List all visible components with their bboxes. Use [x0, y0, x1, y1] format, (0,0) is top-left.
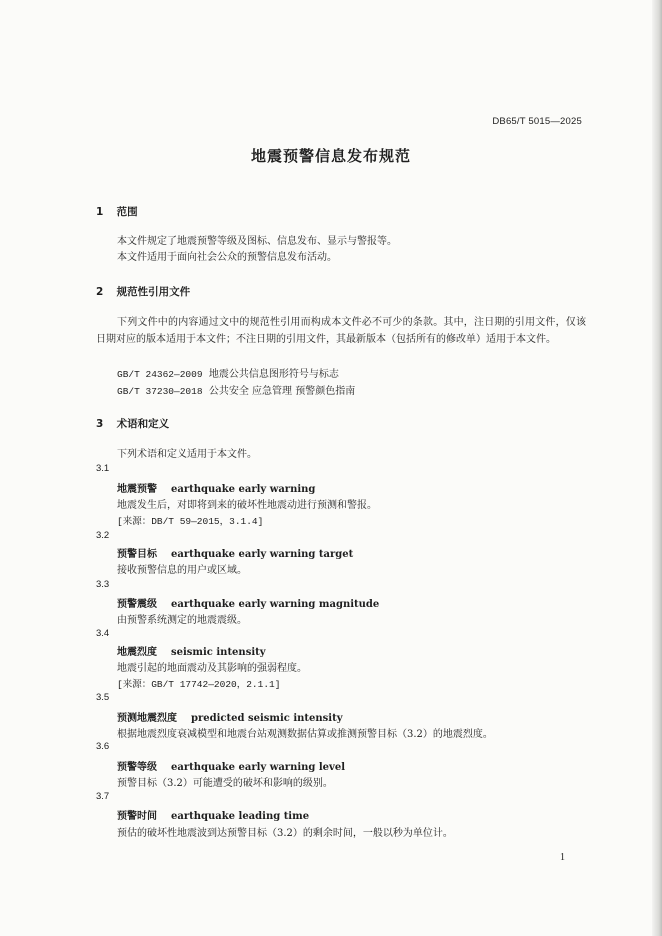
page-title: 地震预警信息发布规范	[250, 147, 411, 165]
term-zh: 地震烈度	[117, 647, 157, 658]
reference-code: GB/T 37230—2018	[117, 386, 203, 397]
section-3-heading	[96, 416, 169, 431]
term-heading	[117, 643, 266, 658]
term-number: 3.7	[96, 791, 110, 802]
section-title: 术语和定义	[116, 418, 170, 430]
term-heading	[117, 480, 315, 495]
term-definition: 预警目标（3.2）可能遭受的破坏和影响的级别。	[117, 778, 333, 789]
term-source: [来源：GB/T 17742—2020，2.1.1]	[117, 679, 281, 690]
term-definition: 由预警系统测定的地震震级。	[117, 615, 247, 626]
term-heading	[117, 709, 343, 724]
term-number: 3.4	[96, 628, 110, 639]
term-en: predicted seismic intensity	[191, 713, 343, 724]
term-en: seismic intensity	[171, 647, 266, 658]
term-heading	[117, 545, 353, 560]
section-1-heading	[96, 204, 138, 219]
paper-edge-shadow	[652, 0, 662, 936]
term-definition: 地震引起的地面震动及其影响的强弱程度。	[117, 663, 307, 674]
section-2-heading	[96, 284, 190, 299]
document-number: DB65/T 5015—2025	[492, 116, 582, 127]
scope-paragraph-2: 本文件适用于面向社会公众的预警信息发布活动。	[117, 252, 337, 263]
term-number: 3.2	[96, 530, 110, 541]
section-title: 范围	[116, 206, 138, 218]
term-en: earthquake early warning magnitude	[171, 599, 380, 610]
term-zh: 预警时间	[117, 811, 157, 822]
reference-code: GB/T 24362—2009	[117, 369, 203, 380]
term-zh: 地震预警	[117, 484, 157, 495]
term-definition: 地震发生后，对即将到来的破坏性地震动进行预测和警报。	[117, 500, 377, 511]
term-definition: 接收预警信息的用户或区域。	[117, 565, 247, 576]
term-heading	[117, 595, 379, 610]
term-number: 3.6	[96, 741, 110, 752]
term-definition: 根据地震烈度衰减模型和地震台站观测数据估算或推测预警目标（3.2）的地震烈度。	[117, 729, 493, 740]
term-source: [来源：DB/T 59—2015，3.1.4]	[117, 516, 264, 527]
term-en: earthquake early warning level	[171, 762, 346, 773]
terms-intro: 下列术语和定义适用于本文件。	[117, 449, 257, 460]
term-zh: 预警等级	[117, 762, 157, 773]
section-number: 3	[96, 418, 104, 430]
reference-item	[117, 365, 339, 380]
term-number: 3.3	[96, 579, 110, 590]
term-heading	[117, 758, 345, 773]
term-en: earthquake leading time	[171, 811, 310, 822]
term-number: 3.5	[96, 692, 110, 703]
term-number: 3.1	[96, 463, 110, 474]
term-zh: 预警震级	[117, 599, 157, 610]
section-number: 2	[96, 286, 104, 298]
term-en: earthquake early warning target	[171, 549, 354, 560]
section-title: 规范性引用文件	[116, 286, 191, 298]
term-zh: 预测地震烈度	[117, 713, 177, 724]
term-en: earthquake early warning	[171, 484, 316, 495]
term-definition: 预估的破坏性地震波到达预警目标（3.2）的剩余时间，一般以秒为单位计。	[117, 828, 453, 839]
scope-paragraph-1: 本文件规定了地震预警等级及图标、信息发布、显示与警报等。	[117, 236, 397, 247]
reference-title: 公共安全 应急管理 预警颜色指南	[208, 386, 356, 397]
term-zh: 预警目标	[117, 549, 157, 560]
term-heading	[117, 807, 309, 822]
section-number: 1	[96, 206, 104, 218]
page-number: 1	[560, 852, 565, 863]
reference-item	[117, 382, 355, 397]
normative-references-paragraph: 下列文件中的内容通过文中的规范性引用而构成本文件必不可少的条款。其中，注日期的引用文件，仅该日期对应的版本适用于本文件；不注日期的引用文件，其最新版本（包括所有的修改单）适用于本文件。	[96, 317, 586, 345]
reference-title: 地震公共信息图形符号与标志	[208, 369, 339, 380]
